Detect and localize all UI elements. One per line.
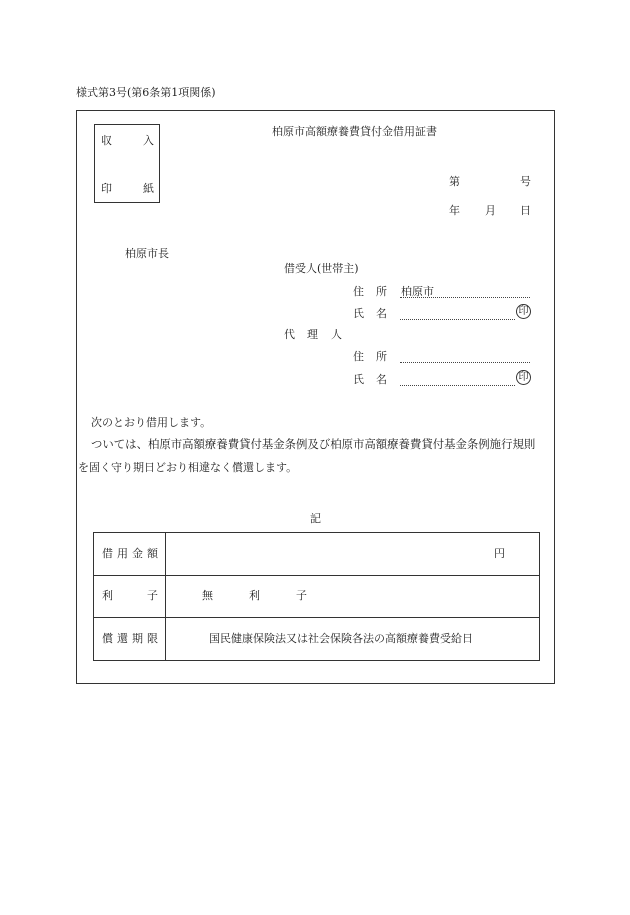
agent-name-label-1: 氏 [353, 373, 364, 386]
borrower-heading: 借受人(世帯主) [284, 262, 359, 275]
agent-heading-3: 人 [331, 328, 342, 341]
row-interest-value-3: 子 [296, 589, 307, 602]
borrower-seal-mark: 印 [516, 304, 531, 319]
borrower-address-line [400, 297, 530, 298]
row-interest-value-2: 利 [249, 589, 260, 602]
borrower-name-label-2: 名 [376, 307, 387, 320]
row-loan-amount-unit: 円 [494, 547, 505, 560]
row-loan-amount-label: 借用金額 [102, 547, 162, 560]
borrower-address-label-1: 住 [353, 285, 364, 298]
date-year: 年 [449, 204, 460, 217]
agent-name-label-2: 名 [376, 373, 387, 386]
date-day: 日 [520, 204, 531, 217]
borrower-name-line [400, 319, 515, 320]
table-row-divider-2 [94, 617, 539, 618]
borrower-name-label-1: 氏 [353, 307, 364, 320]
borrower-address-label-2: 所 [376, 285, 387, 298]
agent-seal-mark: 印 [516, 370, 531, 385]
agent-address-label-2: 所 [376, 350, 387, 363]
number-suffix: 号 [520, 175, 531, 188]
agent-heading-2: 理 [307, 328, 318, 341]
number-prefix: 第 [449, 175, 460, 188]
date-month: 月 [485, 204, 496, 217]
row-interest-label-2: 子 [147, 589, 158, 602]
document-title: 柏原市高額療養費貸付金借用証書 [272, 125, 437, 138]
table-column-divider [165, 533, 166, 660]
row-repayment-label: 償還期限 [102, 632, 162, 645]
body-line-1: 次のとおり借用します。 [91, 416, 212, 429]
stamp-char-nyu: 入 [143, 134, 154, 147]
agent-address-line [400, 362, 530, 363]
agent-address-label-1: 住 [353, 350, 364, 363]
table-row-divider-1 [94, 575, 539, 576]
body-line-3: を固く守り期日どおり相違なく償還します。 [78, 461, 298, 474]
borrower-address-value: 柏原市 [401, 285, 434, 298]
stamp-char-in: 印 [101, 182, 112, 195]
addressee: 柏原市長 [125, 247, 169, 260]
agent-heading-1: 代 [284, 328, 295, 341]
form-number-label: 様式第3号(第6条第1項関係) [76, 86, 216, 99]
body-line-2: ついては、柏原市高額療養費貸付基金条例及び柏原市高額療養費貸付基金条例施行規則 [91, 437, 536, 451]
stamp-char-shu: 収 [101, 134, 112, 147]
stamp-char-shi: 紙 [143, 182, 154, 195]
row-repayment-value: 国民健康保険法又は社会保険各法の高額療養費受給日 [209, 632, 473, 645]
row-interest-label-1: 利 [102, 589, 113, 602]
agent-name-line [400, 385, 515, 386]
ki-heading: 記 [310, 512, 321, 525]
row-interest-value-1: 無 [202, 589, 213, 602]
